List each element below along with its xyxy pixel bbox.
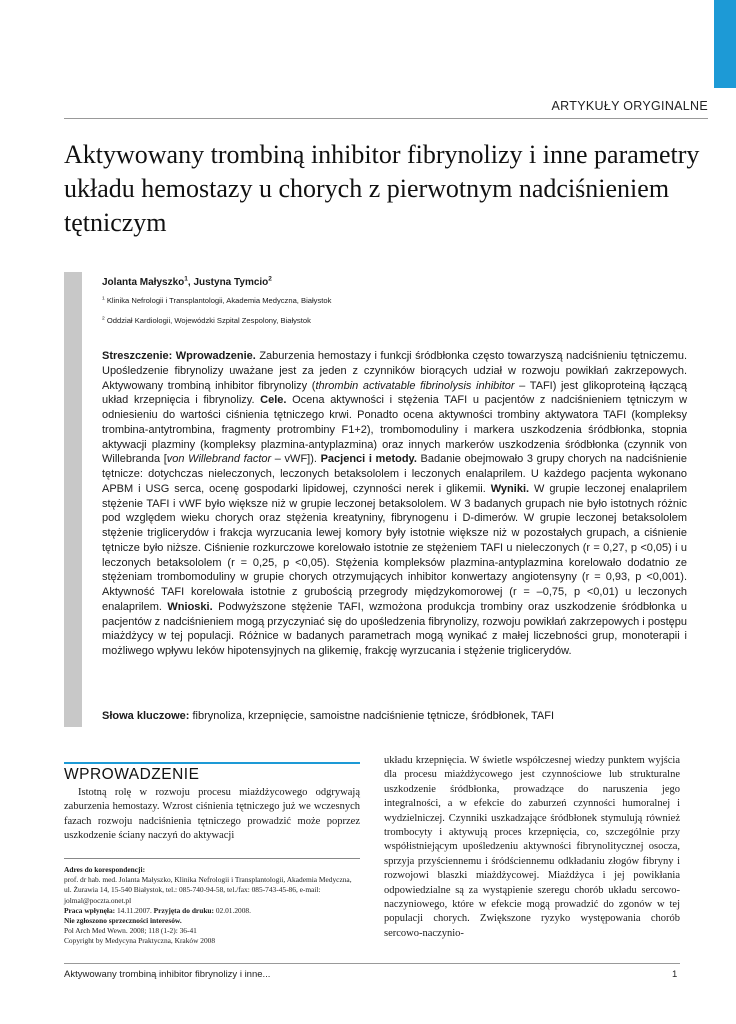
- keywords: [102, 710, 687, 722]
- abstract-intro-text-2: – TAFI) jest glikoproteiną łączącą układ krzepnięcia i fibrynolizy.: [102, 379, 687, 407]
- footer-divider: [64, 963, 680, 964]
- affiliation-text: Klinika Nefrologii i Transplantologii, Akademia Medyczna, Białystok: [104, 296, 332, 305]
- abstract-label: Streszczenie:: [102, 350, 173, 362]
- copyright: Copyright by Medycyna Praktyczna, Kraków 2008: [64, 936, 216, 946]
- page-number: 1: [672, 969, 678, 980]
- abstract-conclusions-label: Wnioski.: [167, 600, 213, 613]
- author-list: [102, 277, 272, 288]
- correspondence-divider: [64, 858, 360, 859]
- affiliation: [102, 296, 331, 305]
- article-title: Aktywowany trombiną inhibitor fibrynolizy i inne parametry układu hemostazy u chorych z pierwotnym nadciśnieniem tętniczym: [64, 140, 700, 237]
- abstract-intro-text: Zaburzenia hemostazy i funkcji śródbłonka często towarzyszą nadciśnieniu tętniczemu. Upośledzenie fibrynolizy uważane jest za jeden z czynników biorących udział w rozwoju powikłań zakrzepowych. Aktywowany trombiną inhibitor fibrynolizy (: [102, 350, 688, 392]
- correspondence-address: prof. dr hab. med. Jolanta Małyszko, Klinika Nefrologii i Transplantologii, Akademia Medyczna, ul. Żurawia 14, 15-540 Białystok, tel.: 085-740-94-58, tel./fax: 085-743-45-86, e-mail: jolmal@poczta.onet.pl: [64, 875, 352, 905]
- abstract-side-strip: [64, 272, 82, 727]
- abstract-methods-label: Pacjenci i metody.: [320, 453, 417, 466]
- citation: Pol Arch Med Wewn. 2008; 118 (1-2): 36-41: [64, 926, 197, 936]
- abstract-intro-italic: thrombin activatable fibrinolysis inhibitor: [315, 379, 515, 392]
- author-name: Jolanta Małyszko: [102, 277, 185, 288]
- abstract-aims-label: Cele.: [260, 394, 287, 407]
- body-text-right-column: układu krzepnięcia. W świetle współczesnej wiedzy punktem wyjścia dla procesu miażdżycowego jest czynnościowe lub strukturalne uszkodzenie śródbłonka, prowadzące do naruszenia jego integralności, a w efekcie do zaburzeń czynności humoralnej i wydzielniczej. Czynniki uszkadzające śródbłonek stymulują również trombocyty i aktywują proces krzepnięcia, co, szczególnie przy współistniejącym upośledzeniu aktywności fibrynolitycznej osocza, sprzyja przyściennemu i śródściennemu odkładaniu złogów fibryny i rozwojowi blaszki miażdżycowej. Miażdżyca i jej powikłania odpowiedzialne są za wystąpienie szeregu chorób układu sercowo-naczyniowego, które w efekcie mogą prowadzić do zgonów w tej populacji chorych. Zwiększone ryzyko występowania chorób sercowo-naczynio-: [384, 755, 680, 939]
- accepted-label: Przyjęta do druku:: [153, 905, 215, 915]
- keywords-label: Słowa kluczowe:: [102, 710, 190, 722]
- author-affiliation-mark: 2: [268, 275, 272, 283]
- affiliation: [102, 316, 311, 325]
- accent-bar: [714, 0, 736, 88]
- received-label: Praca wpłynęła:: [64, 905, 116, 915]
- section-label: ARTYKUŁY ORYGINALNE: [551, 99, 708, 113]
- correspondence-box: [64, 865, 360, 947]
- submission-dates: [64, 906, 360, 916]
- received-date: 14.11.2007.: [115, 905, 154, 915]
- author-name: Justyna Tymcio: [193, 277, 269, 288]
- body-text-left-column: Istotną rolę w rozwoju procesu miażdżycowego odgrywają zaburzenia hemostazy. Wzrost ciśnienia tętniczego już we wczesnych fazach rozwoju nadciśnienia tętniczego prowadzić może poprzez uszkodzenie ściany naczyń do aktywacji: [64, 787, 360, 842]
- correspondence-heading: Adres do korespondencji:: [64, 865, 146, 874]
- abstract: [102, 349, 687, 659]
- section-heading-rule: [64, 762, 360, 764]
- accepted-date: 02.01.2008.: [214, 905, 251, 915]
- abstract-aims-text: Ocena aktywności i stężenia TAFI u pacjentów z nadciśnieniem tętniczym w odniesieniu do wartości ciśnienia tętniczego krwi. Ponadto ocena aktywności trombiny aktywatora TAFI (kompleksy trombina-antytrombina, fragmenty protrombiny F1+2), trombomoduliny i markera uszkodzenia śródbłonka, stopnia aktywacji plazminy (kompleksy plazmina-antyplazmina) oraz innych markerów uszkodzenia śródbłonka (czynnik von Willebranda [: [102, 394, 688, 466]
- affiliation-mark: 2: [102, 316, 105, 322]
- conflict-statement: Nie zgłoszono sprzeczności interesów.: [64, 916, 182, 926]
- keywords-text: fibrynoliza, krzepnięcie, samoistne nadciśnienie tętnicze, śródbłonek, TAFI: [189, 710, 555, 722]
- abstract-intro-label: Wprowadzenie.: [175, 350, 256, 362]
- running-title: Aktywowany trombiną inhibitor fibrynolizy i inne...: [64, 969, 271, 980]
- abstract-results-text: W grupie leczonej enalaprilem stężenie TAFI i vWF było większe niż w grupie leczonej betaksololem. W 3 badanych grupach nie było istotnych różnic pod względem wieku chorych oraz stężenia kreatyniny, fibrynogenu i D-dimerów. W grupie leczonej betaksololem stężenie triglicerydów i frakcja wyrzucania lewej komory były istotnie większe niż w pozostałych grupach, a ciśnienie tętnicze było niższe. Ciśnienie rozkurczowe korelowało istotnie ze stężeniem TAFI u nieleczonych (r = 0,27, p <0,05) i u leczonych betaksololem (r = 0,25, p <0,05). Stężenia kompleksów plazmina-antyplazmina korelowało dodatnio ze stężeniam trombomoduliny w grupie chorych otrzymujących inhibitor konwertazy angiotensyny (r = 0,93, p <0,001). Aktywność TAFI korelowała istotnie z grubością przegrody międzykomorowej (r = –0,75, p <0,01) u leczonych enalaprilem.: [102, 482, 687, 613]
- affiliation-text: Oddział Kardiologii, Wojewódzki Szpital Zespolony, Białystok: [104, 316, 311, 325]
- header-divider: [64, 118, 708, 119]
- affiliation-mark: 1: [102, 296, 105, 302]
- abstract-results-label: Wyniki.: [490, 482, 530, 495]
- abstract-methods-text: Badanie obejmowało 3 grupy chorych na nadciśnienie tętnicze: dotychczas nieleczonych, leczonych betaksololem i leczonych enalaprilem. U każdego pacjenta wykonano APBM i USG serca, ocenę gospodarki lipidowej, czynności nerek i glikemii.: [102, 453, 687, 495]
- abstract-conclusions-text: Podwyższone stężenie TAFI, wzmożona produkcja trombiny oraz uszkodzenie śródbłonka u pacjentów z nadciśnieniem mogą przyczyniać się do upośledzenia fibrynolizy, rozwoju powikłań zakrzepowych i postępu miażdżycy w tej populacji. Różnice w badanych parametrach mogą wynikać z małej liczebności grup, monoterapii i możliwego wpływu leków hipotensyjnych na glikemię, frakcję wyrzucania i stężenie triglicerydów.: [102, 600, 687, 657]
- section-heading: WPROWADZENIE: [64, 766, 200, 783]
- author-affiliation-mark: 1: [184, 275, 188, 283]
- abstract-aims-text-2: – vWF]).: [271, 453, 321, 466]
- abstract-aims-italic: von Willebrand factor: [166, 453, 272, 466]
- author-separator: ,: [187, 277, 194, 288]
